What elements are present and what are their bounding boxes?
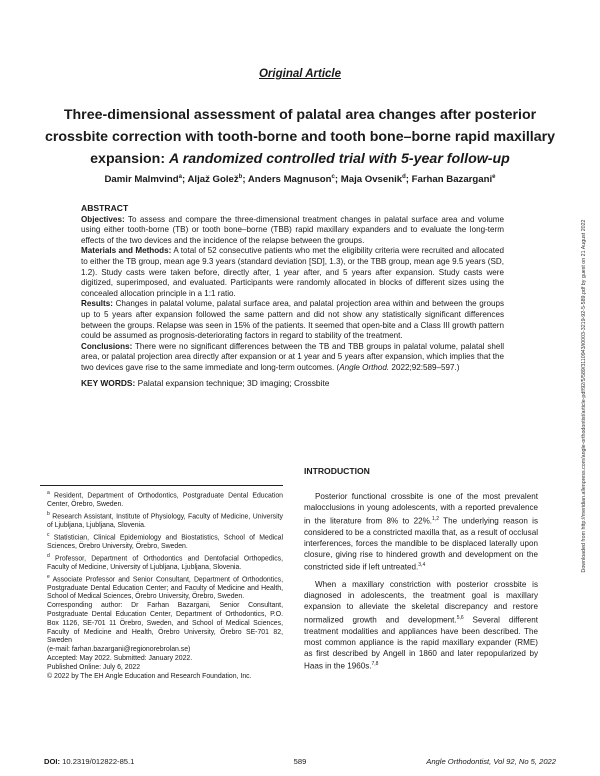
author-affiliation-mark: e bbox=[492, 174, 496, 180]
footnote-text: Research Assistant, Institute of Physiology, Faculty of Medicine, University of Ljubljana, Ljubljana, Slovenia. bbox=[47, 513, 283, 529]
results-label: Results: bbox=[81, 299, 113, 309]
corresponding-email: (e-mail: farhan.bazargani@regionorebrolan.se) bbox=[47, 646, 191, 654]
doi-label: DOI: bbox=[44, 757, 61, 766]
footnote-mark: b bbox=[47, 510, 50, 517]
footnote-mark: a bbox=[47, 490, 50, 496]
published-date: Published Online: July 6, 2022 bbox=[47, 663, 141, 671]
author-list: Damir Malmvind$^a$; Aljaž Golež$^b$; Anders Magnuson$^c$; Maja Ovsenik$^d$; Farhan Bazargani$^e$ bbox=[104, 174, 496, 186]
footnote-divider bbox=[40, 485, 283, 486]
reference-mark: 3,4 bbox=[418, 562, 426, 569]
abstract bbox=[81, 203, 504, 388]
footnote-text: Associate Professor and Senior Consultant, Department of Orthodontics, Postgraduate Dental Education Center; and Faculty of Medicine and Health, School of Medical Sciences, Örebro University, Örebro, Sweden. bbox=[47, 575, 283, 601]
citation-journal: Angle Orthod. bbox=[339, 362, 390, 372]
introduction-heading: INTRODUCTION bbox=[304, 466, 370, 476]
footnote-mark: e bbox=[47, 573, 50, 580]
abstract-objectives bbox=[81, 215, 504, 247]
author-affiliation-mark: b bbox=[238, 174, 243, 180]
footnote bbox=[40, 531, 283, 552]
introduction-section bbox=[304, 466, 538, 678]
copyright: © 2022 by The EH Angle Education and Research Foundation, Inc. bbox=[47, 672, 252, 680]
footnote bbox=[40, 489, 283, 510]
article-title bbox=[40, 104, 560, 170]
title-main: Three-dimensional assessment of palatal area changes after posterior crossbite correction with tooth-borne and tooth bone–borne rapid maxillary expansion: bbox=[44, 107, 556, 167]
footnote bbox=[40, 510, 283, 531]
footnote-mark: c bbox=[47, 531, 50, 538]
abstract-results bbox=[81, 299, 504, 341]
accepted-date: Accepted: May 2022. Submitted: January 2022. bbox=[47, 655, 193, 663]
conclusions-text: There were no significant differences between the TB and TBB groups in palatal volume, palatal shell area, or palatal projection area directly after expansion or at 1 year and 5 years after expansion, which implies that the two devices gave rise to the same immediate and long-term outcomes. bbox=[81, 341, 504, 372]
reference-mark: 5,6 bbox=[456, 614, 464, 621]
author: Damir Malmvind bbox=[104, 174, 179, 186]
reference-mark: 1,2 bbox=[432, 515, 439, 522]
author: Aljaž Golež bbox=[187, 174, 239, 186]
intro-paragraph-1 bbox=[304, 491, 538, 573]
section-label: Original Article bbox=[258, 68, 341, 80]
journal-info: Angle Orthodontist, Vol 92, No 5, 2022 bbox=[426, 757, 556, 766]
citation-rest: 2022;92:589–597.) bbox=[389, 362, 460, 372]
intro-paragraph-2 bbox=[304, 579, 538, 672]
reference-mark: 7,8 bbox=[371, 661, 379, 668]
keywords-label: KEY WORDS: bbox=[81, 377, 136, 388]
author: Anders Magnuson bbox=[247, 174, 332, 186]
download-watermark: Downloaded from http://meridian.allenpress.com/angle-orthodontist/article-pdf/92/5/589/3110943/i0003-3219-92-5-589.pdf by guest on 21 August 2022 bbox=[581, 219, 587, 573]
abstract-methods bbox=[81, 246, 504, 299]
intro-text: The underlying reason is considered to be a constricted maxilla that, as a result of occlusal interferences, forces the mandible to be displaced laterally upon closure, giving rise to hindered growth and development on the constricted side if left untreated. bbox=[304, 516, 538, 572]
methods-text: A total of 52 consecutive patients who met the eligibility criteria were recruited and allocated to either the TB group, mean age 9.3 years (standard deviation [SD], 1.3), or the TBB group, mean age 9.5 years (SD, 1.2). Study casts were taken before, directly after, 1 year after, and 5 years after expansion. Study casts were digitized, superimposed, and evaluated. Participants were randomly allocated in blocks of different sizes using the concealed allocation principle in a 1:1 ratio. bbox=[81, 246, 504, 298]
doi-value: 10.2319/012822-85.1 bbox=[60, 757, 135, 766]
intro-text: When a maxillary constriction with posterior crossbite is diagnosed in adolescents, the treatment goal is maxillary expansion to alleviate the skeletal discrepancy and restore normalized growth and development. bbox=[304, 580, 538, 625]
results-text: Changes in palatal volume, palatal surface area, and palatal projection area within and between the groups up to 5 years after expansion followed the same pattern and did not show any statistically significant differences between the groups. Relapse was seen in 15% of the patients. It seemed that open-bite and a Class III growth pattern could be assumed as prognosis-deteriorating factors in regard to stability of the treatment. bbox=[81, 299, 505, 341]
author-affiliation-mark: a bbox=[178, 174, 182, 180]
footnote bbox=[40, 552, 283, 573]
footnote-text: Professor, Department of Orthodontics and Dentofacial Orthopedics, Faculty of Medicine, University of Ljubljana, Ljubljana, Slovenia. bbox=[47, 554, 284, 571]
affiliations-footnotes bbox=[40, 485, 283, 681]
methods-label: Materials and Methods: bbox=[81, 246, 172, 256]
citation-open: ( bbox=[336, 362, 340, 372]
abstract-conclusions bbox=[81, 342, 504, 374]
footnote-mark: d bbox=[47, 552, 50, 559]
footnote bbox=[40, 573, 283, 603]
author-affiliation-mark: c bbox=[331, 174, 335, 180]
corresponding-author: Corresponding author: Dr Farhan Bazargani, Senior Consultant, Postgraduate Dental Education Center, Department of Orthodontics, P.O. Box 1126, SE-701 11 Örebro, Sweden, and School of Medical Sciences, Faculty of Medicine and Health, Örebro University, Örebro SE-701 82, Sweden bbox=[47, 602, 283, 645]
intro-text: Several different treatment modalities and appliances have been described. The most common appliance is the rapid maxillary expander (RME) as first described by Angell in 1860 and later repopularized by Haas in the 1960s. bbox=[304, 615, 538, 671]
intro-text: Posterior functional crossbite is one of the most prevalent malocclusions in young adolescents, with a reported prevalence in the literature from 8% to 22%. bbox=[304, 492, 538, 526]
abstract-heading: ABSTRACT bbox=[81, 203, 129, 213]
author: Farhan Bazargani bbox=[411, 174, 493, 186]
page-number: 589 bbox=[293, 757, 307, 766]
author: Maja Ovsenik bbox=[340, 174, 403, 186]
title-subtitle: A randomized controlled trial with 5-year follow-up bbox=[169, 151, 510, 167]
objectives-text: To assess and compare the three-dimensional treatment changes in palatal surface area and volume using either tooth-borne (TB) or tooth bone–borne (TBB) rapid maxillary expanders and to evaluate the long-term effects of the two devices and the incidence of the relapse between the groups. bbox=[81, 214, 504, 245]
objectives-label: Objectives: bbox=[81, 214, 125, 224]
conclusions-label: Conclusions: bbox=[81, 341, 133, 351]
page-footer bbox=[44, 757, 556, 769]
author-affiliation-mark: d bbox=[402, 174, 406, 180]
keywords bbox=[81, 378, 504, 389]
keywords-text: Palatal expansion technique; 3D imaging; Crossbite bbox=[137, 377, 330, 388]
footnote-text: Statistician, Clinical Epidemiology and Biostatistics, School of Medical Sciences, Örebro University, Örebro, Sweden. bbox=[47, 534, 283, 550]
footnote-text: Resident, Department of Orthodontics, Postgraduate Dental Education Center, Örebro, Sweden. bbox=[47, 492, 283, 509]
